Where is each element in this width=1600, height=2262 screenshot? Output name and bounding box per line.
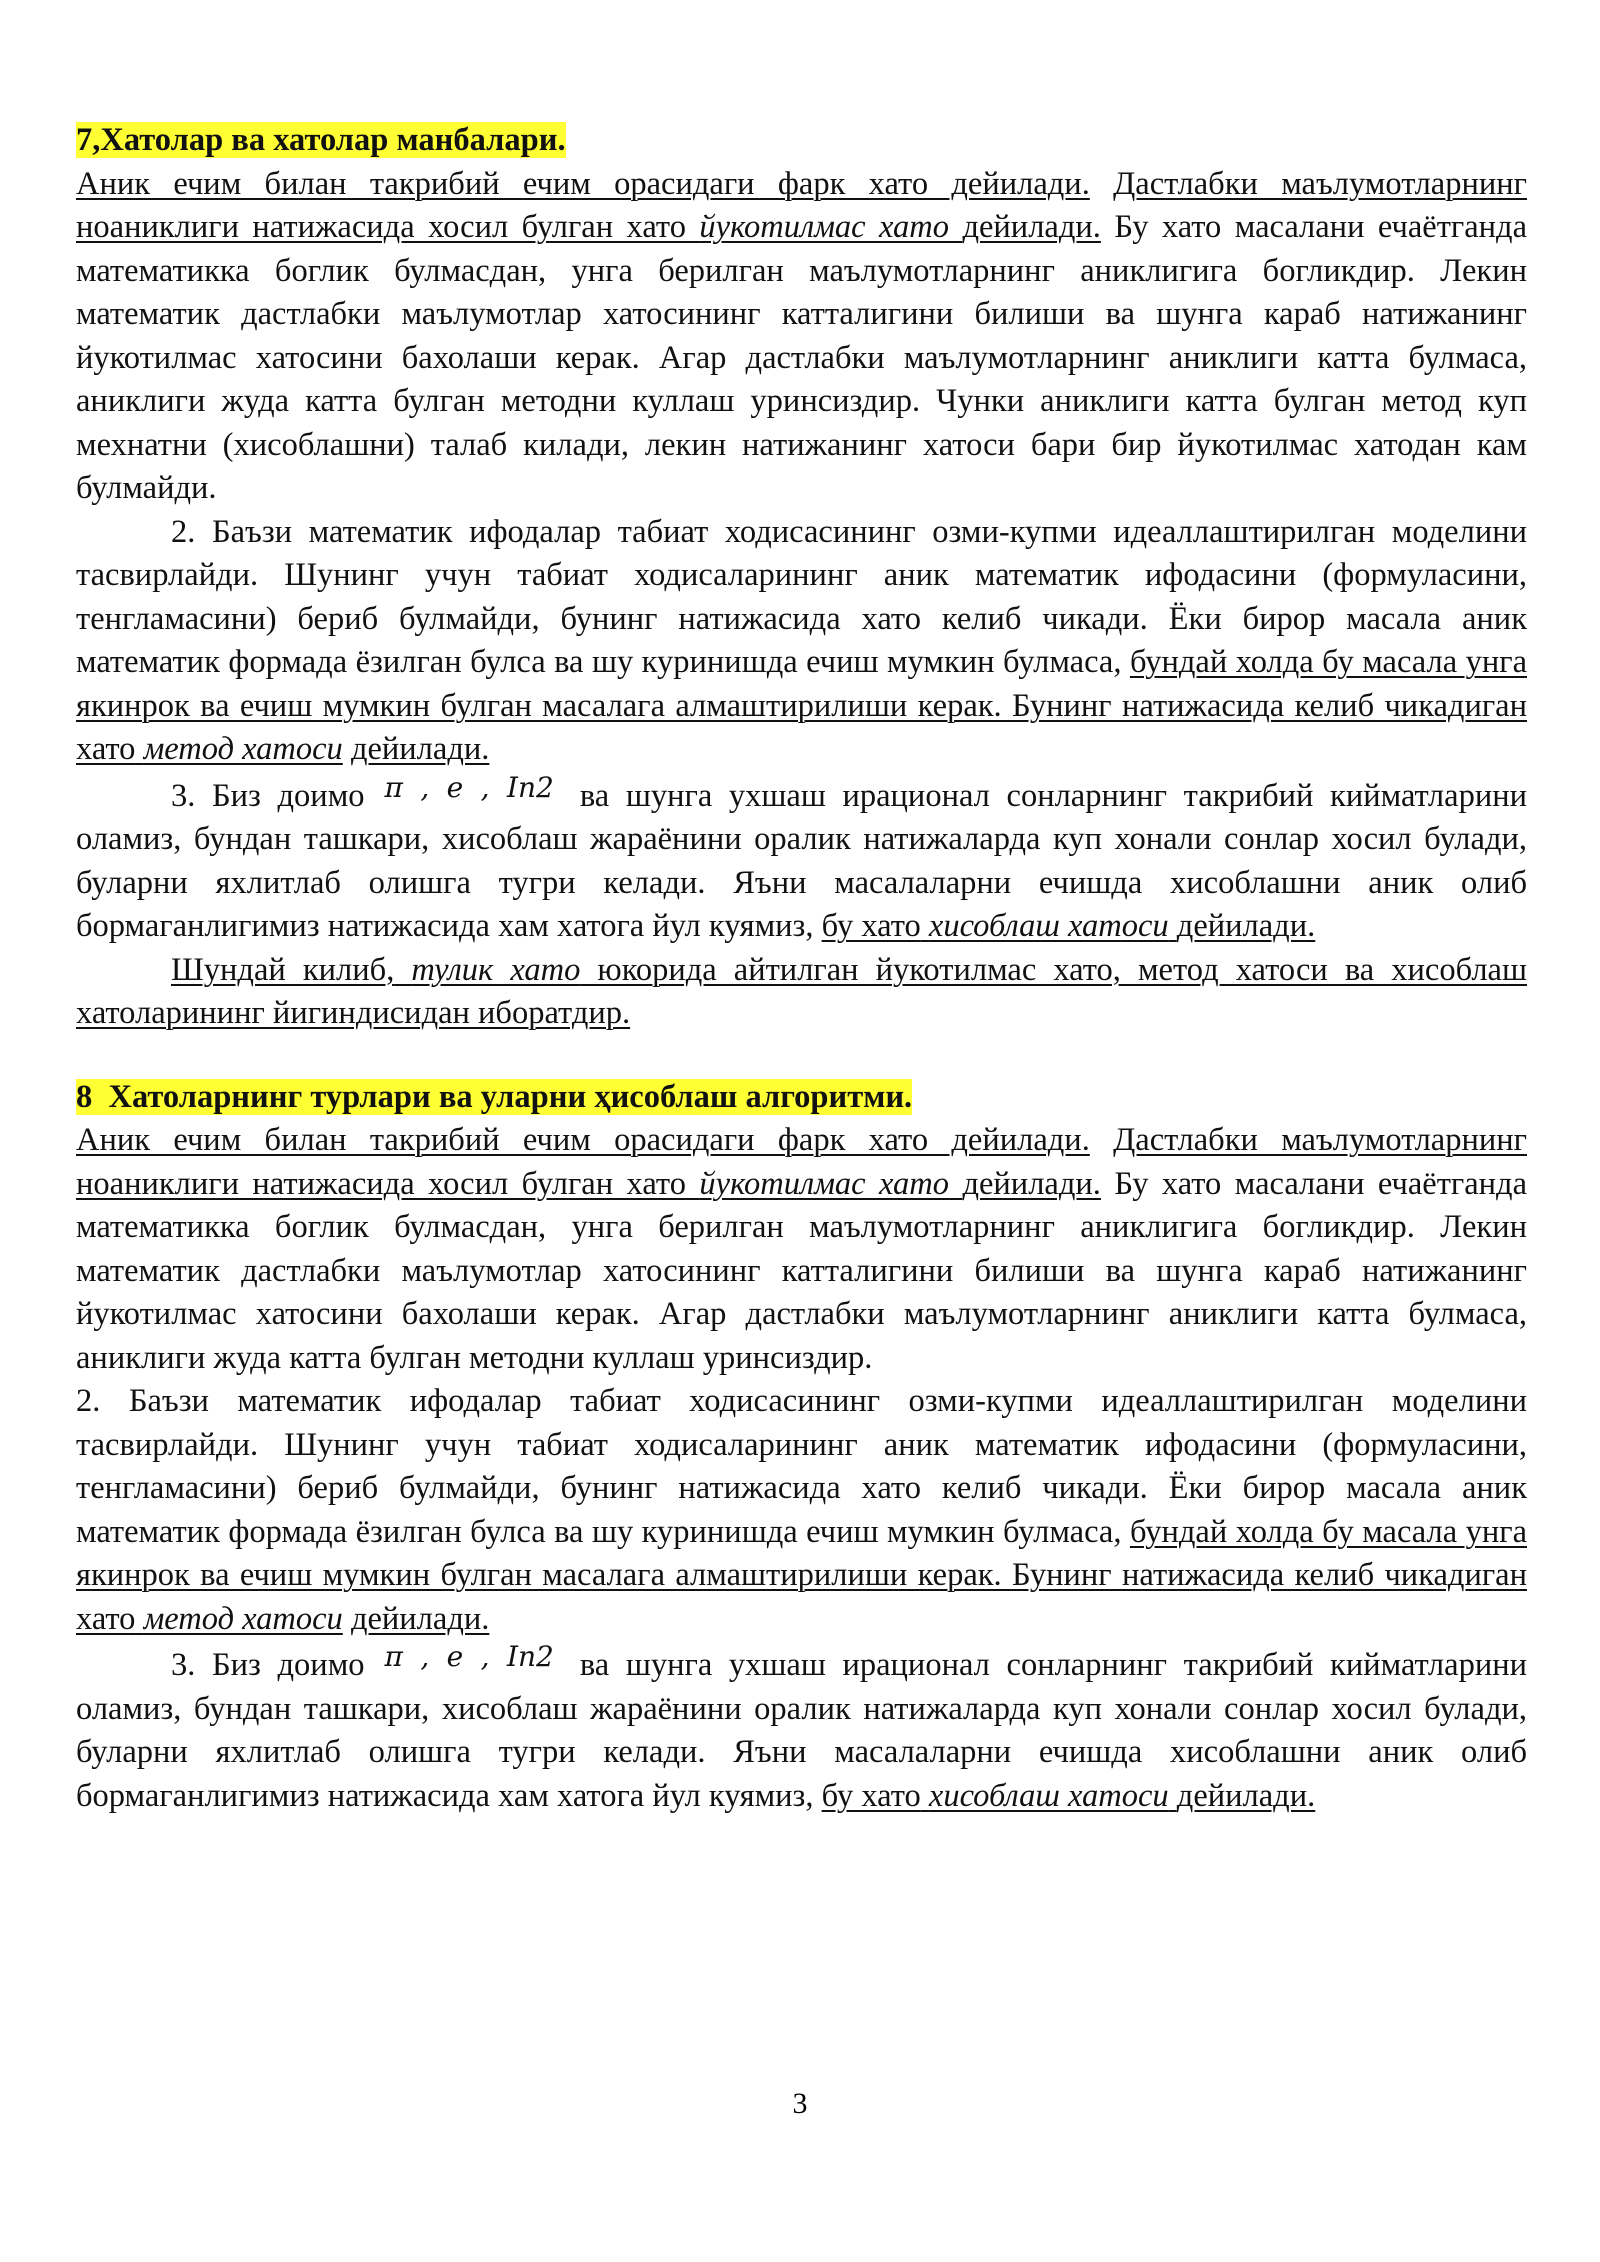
s8-term-method-error: метод хатоси xyxy=(143,1600,343,1637)
section-7-paragraph-1 xyxy=(76,163,1527,511)
s8-rounding-error-suffix: дейилади. xyxy=(1176,1777,1316,1814)
section-7-heading xyxy=(76,119,1527,163)
s7-rounding-error-suffix: дейилади. xyxy=(1176,908,1316,944)
s8-method-error-definition: бундай холда бу масала унга якинрок ва ечиш мумкин булган масалага алмаштирилиши керак. Бунинг натижасида келиб чикадиган хато xyxy=(76,1513,1527,1637)
section-8-paragraph-2 xyxy=(76,1380,1527,1641)
s7-term-rounding-error: хисоблаш хатоси xyxy=(928,908,1169,944)
s8-paragraph-1-text: Бу хато масалани ечаётганда математикка боглик булмасдан, унга берилган маълумотларнинг аниклигига богликдир. Лекин математик дастлабки маълумотлар хатосининг катталигини билиши ва шунга караб натижанинг йукотилмас хатосини бахолаши керак. Агар дастлабки маълумотларнинг аниклиги катта булмаса, аниклиги жуда катта булган методни куллаш уринсиздир. xyxy=(76,1165,1528,1376)
s8-paragraph-3-text: ва шунга ухшаш ирационал сонларнинг такрибий кийматларини оламиз, бундан ташкари, хисоблаш жараёнини оралик натижаларда куп хонали сонлар хосил булади, буларни яхлитлаб олишга тугри келади. Яъни масалаларни ечишда хисоблашни аник олиб бормаганлигимиз натижасида хам хатога йул куямиз, xyxy=(76,1647,1527,1814)
s8-method-error-suffix: дейилади. xyxy=(350,1600,490,1637)
page-number: 3 xyxy=(792,2087,808,2120)
s7-term-method-error: метод хатоси xyxy=(143,731,343,767)
section-7-paragraph-3 xyxy=(76,770,1527,949)
s8-paragraph-2-text: 2. Баъзи математик ифодалар табиат ходисасининг озми-купми идеаллаштирилган моделини тасвирлайди. Шунинг учун табиат ходисаларининг аник математик ифодасини (формуласини, тенгламасини) бериб булмайди, бунинг натижасида хато келиб чикади. Ёки бирор масала аник математик формада ёзилган булса ва шу куринишда ечиш мумкин булмаса, xyxy=(76,1383,1527,1550)
s8-definition-error: Аник ечим билан такрибий ечим орасидаги фарк хато дейилади. xyxy=(76,1122,1090,1158)
s7-term-total-error: тулик хато xyxy=(411,951,581,988)
s7-term-irreducible-error: йукотилмас хато xyxy=(699,209,950,245)
section-7-heading-text: 7,Хатолар ва хатолар манбалари. xyxy=(76,122,566,158)
section-7-paragraph-4 xyxy=(76,949,1527,1036)
s8-definition-irreducible-b: дейилади. xyxy=(962,1165,1101,1202)
s7-method-error-suffix: дейилади. xyxy=(350,731,490,767)
s7-summary-lead: Шундай килиб, xyxy=(171,951,395,988)
s8-rounding-error-lead: бу хато xyxy=(821,1777,921,1814)
s7-method-error-definition: бундай холда бу масала унга якинрок ва ечиш мумкин булган масалага алмаштирилиши керак. Бунинг натижасида келиб чикадиган хато xyxy=(76,644,1527,767)
s7-summary-text: юкорида айтилган йукотилмас хато, метод хатоси ва хисоблаш хатоларининг йигиндисидан иборатдир. xyxy=(76,951,1527,1031)
section-7-paragraph-2 xyxy=(76,511,1527,772)
s7-math-constants: π , e , In2 xyxy=(384,770,554,804)
s7-definition-irreducible-b: дейилади. xyxy=(962,209,1101,245)
s7-paragraph-2-text: 2. Баъзи математик ифодалар табиат ходисасининг озми-купми идеаллаштирилган моделини тасвирлайди. Шунинг учун табиат ходисаларининг аник математик ифодасини (формуласини, тенгламасини) бериб булмайди, бунинг натижасида хато келиб чикади. Ёки бирор масала аник математик формада ёзилган булса ва шу куринишда ечиш мумкин булмаса, xyxy=(76,513,1527,680)
s7-rounding-error-lead: бу хато xyxy=(821,908,921,944)
s8-paragraph-3-lead: 3. Биз доимо xyxy=(171,1647,365,1683)
s8-term-irreducible-error: йукотилмас хато xyxy=(699,1165,950,1202)
section-8-heading xyxy=(76,1076,1527,1120)
section-8-paragraph-1 xyxy=(76,1119,1527,1380)
s7-paragraph-3-text: ва шунга ухшаш ирационал сонларнинг такрибий кийматларини оламиз, бундан ташкари, хисоблаш жараёнини оралик натижаларда куп хонали сонлар хосил булади, буларни яхлитлаб олишга тугри келади. Яъни масалаларни ечишда хисоблашни аник олиб бормаганлигимиз натижасида хам хатога йул куямиз, xyxy=(76,777,1527,944)
s8-math-constants: π , e , In2 xyxy=(384,1640,554,1673)
section-8-heading-text: 8 Хатоларнинг турлари ва уларни ҳисоблаш алгоритми. xyxy=(76,1078,913,1115)
s8-definition-irreducible-a: Дастлабки маълумотларнинг ноаниклиги натижасида хосил булган хато xyxy=(76,1122,1527,1202)
s7-paragraph-1-text: Бу хато масалани ечаётганда математикка боглик булмасдан, унга берилган маълумотларнинг аниклигига богликдир. Лекин математик дастлабки маълумотлар хатосининг катталигини билиши ва шунга караб натижанинг йукотилмас хатосини бахолаши керак. Агар дастлабки маълумотларнинг аниклиги катта булмаса, аниклиги жуда катта булган методни куллаш уринсиздир. Чунки аниклиги катта булган метод куп мехнатни (хисоблашни) талаб килади, лекин натижанинг хатоси бари бир йукотилмас хатодан кам булмайди. xyxy=(76,209,1528,506)
s7-paragraph-3-lead: 3. Биз доимо xyxy=(171,777,365,814)
s7-definition-irreducible-a: Дастлабки маълумотларнинг ноаниклиги натижасида хосил булган хато xyxy=(76,165,1527,245)
s8-term-rounding-error: хисоблаш хатоси xyxy=(928,1777,1169,1814)
s7-definition-error: Аник ечим билан такрибий ечим орасидаги фарк хато дейилади. xyxy=(76,165,1090,202)
section-8-paragraph-3 xyxy=(76,1640,1527,1818)
